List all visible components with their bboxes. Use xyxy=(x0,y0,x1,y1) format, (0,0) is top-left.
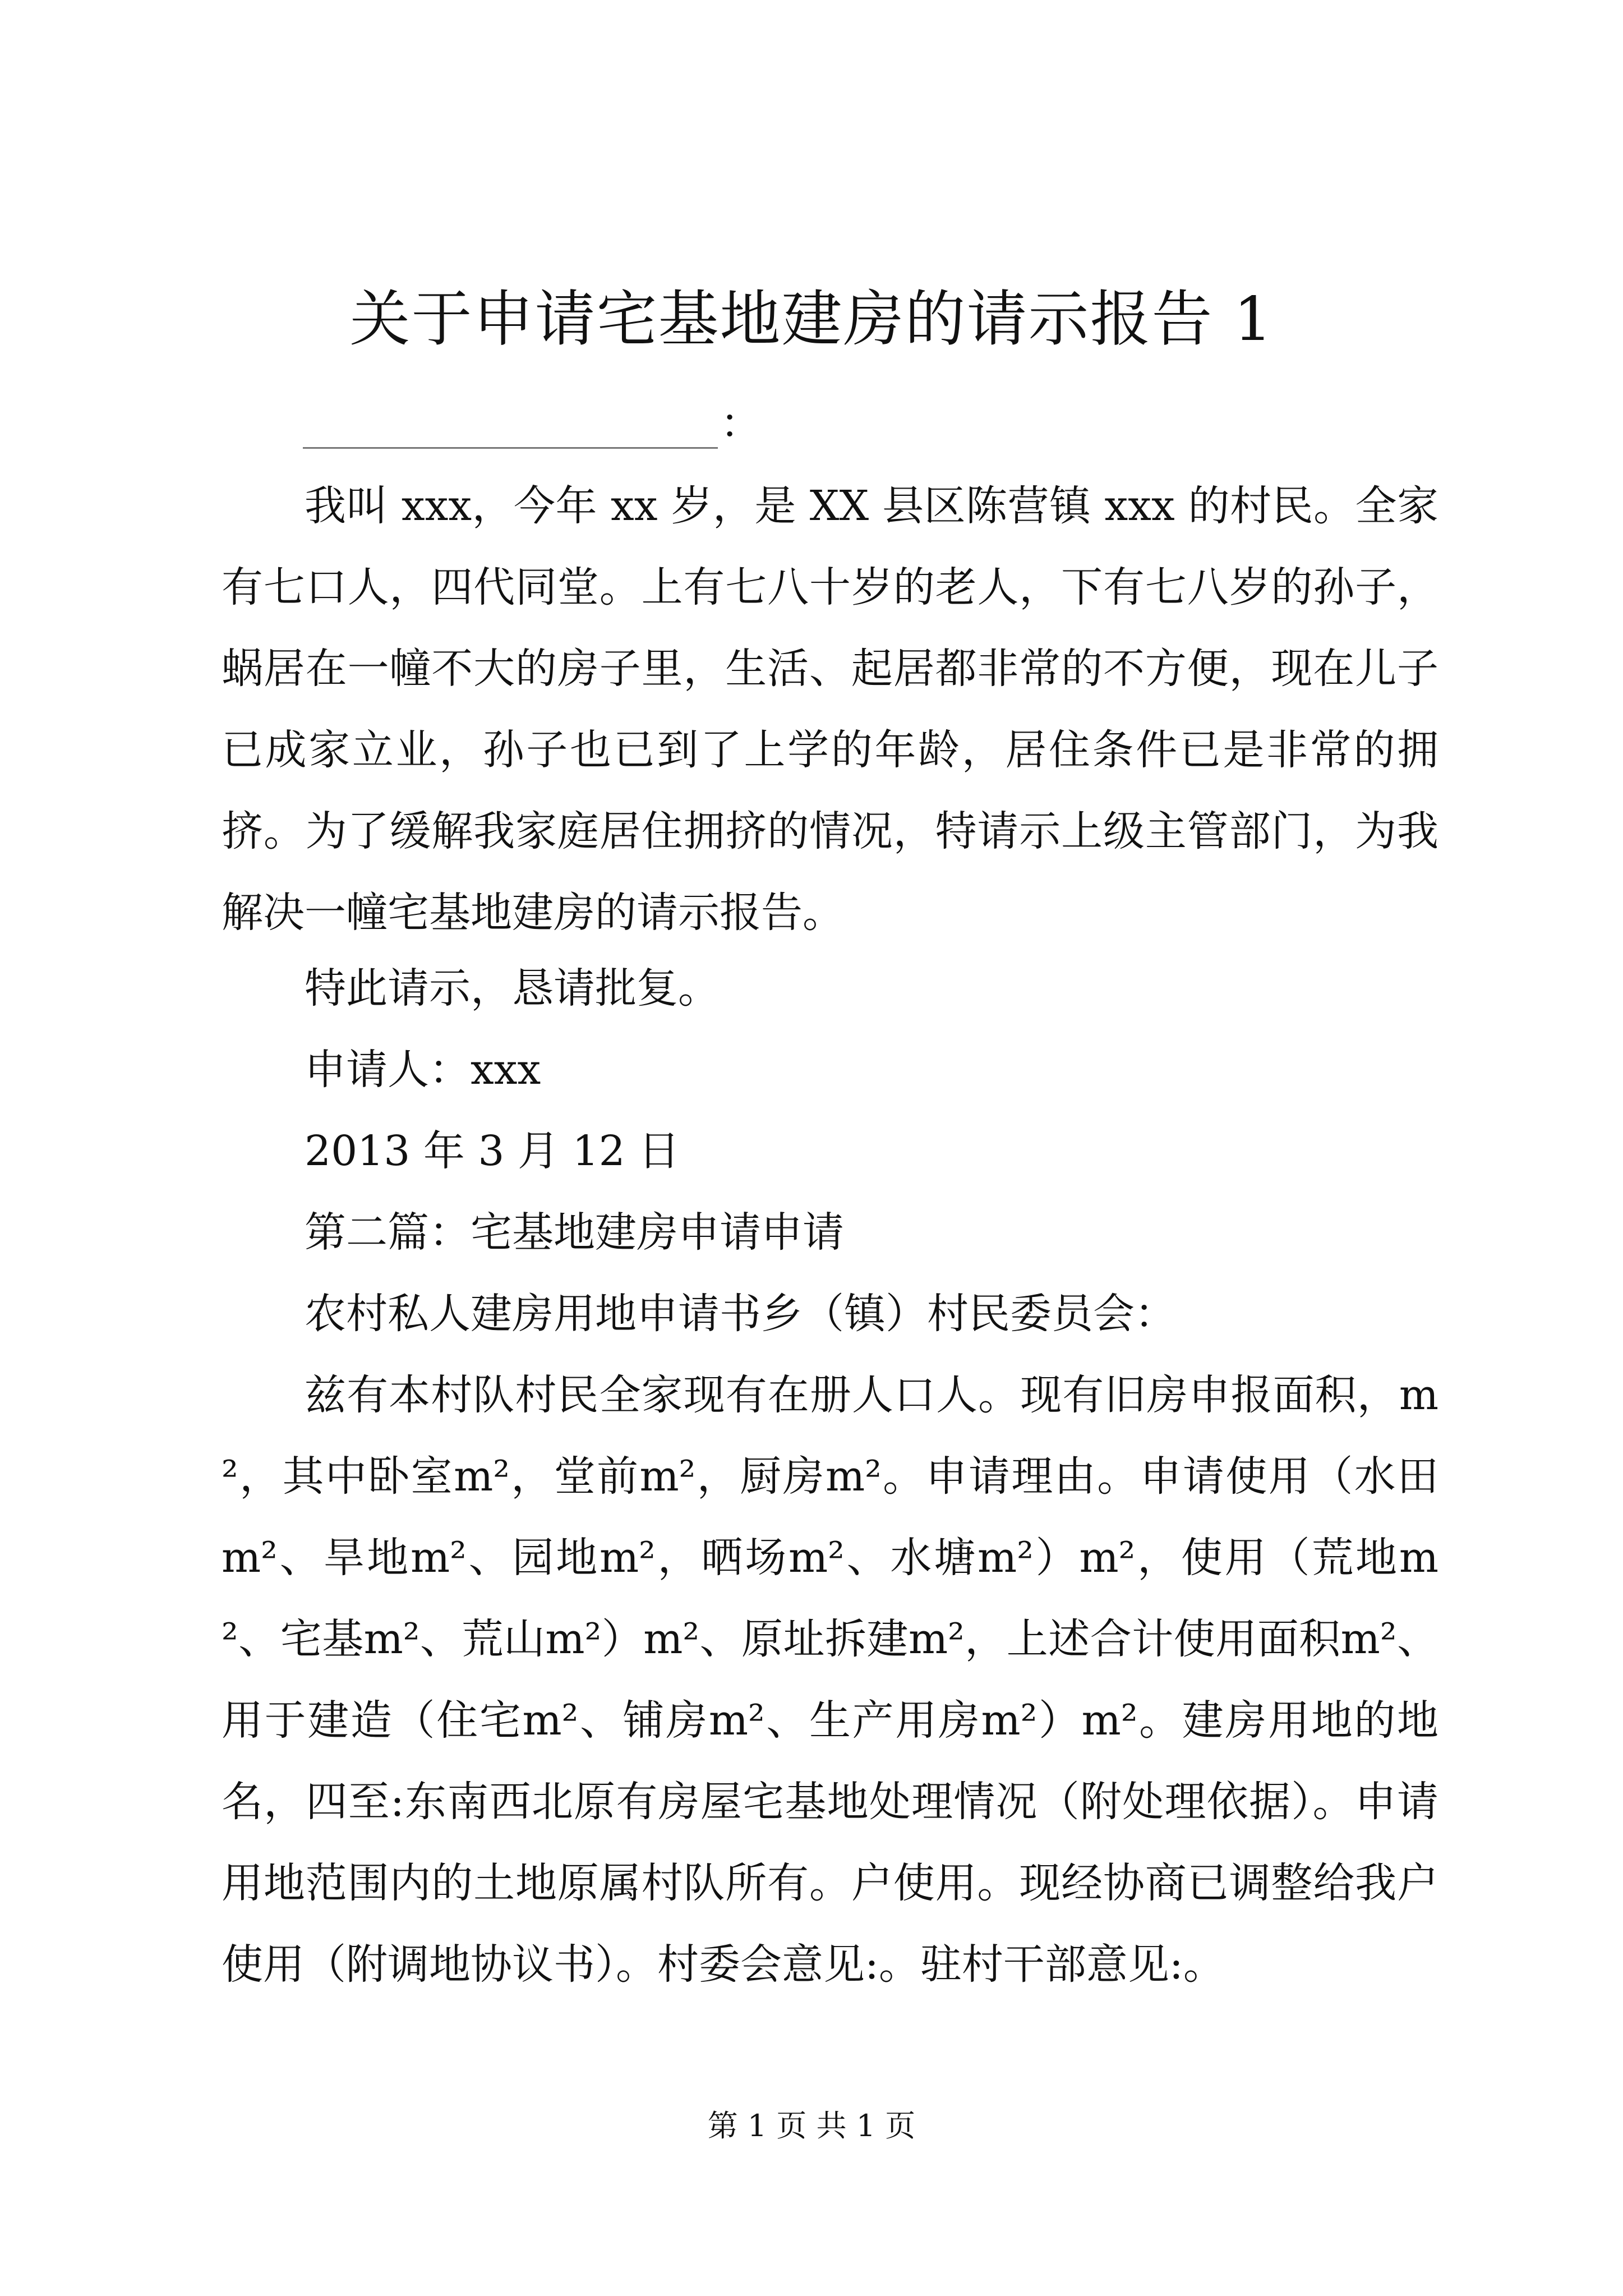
paragraph-text: 兹有本村队村民全家现有在册人口人。现有旧房申报面积，m²，其中卧室m²，堂前m²，厨房m²。申请理由。申请使用（水田m²、旱地m²、园地m²，晒场m²、水塘m²）m²，使用（荒地m²、宅基m²、荒山m²）m²、原址拆建m²，上述合计使用面积m²、用于建造（住宅m²、铺房m²、生产用房m²）m²。建房用地的地名，四至:东南西北原有房屋宅基地处理情况（附处理依据）。申请用地范围内的土地原属村队所有。户使用。现经协商已调整给我户使用（附调地协议书）。村委会意见:。驻村干部意见:。 xyxy=(222,1371,1438,1989)
paragraph-text: 我叫 xxx，今年 xx 岁，是 XX 县区陈营镇 xxx 的村民。全家有七口人，四代同堂。上有七八十岁的老人，下有七八岁的孙子，蜗居在一幢不大的房子里，生活、起居都非常的不方便，现在儿子已成家立业，孙子也已到了上学的年龄，居住条件已是非常的拥挤。为了缓解我家庭居住拥挤的情况，特请示上级主管部门，为我解决一幢宅基地建房的请示报告。 xyxy=(222,482,1438,937)
section-2-heading: 农村私人建房用地申请书乡（镇）村民委员会： xyxy=(305,1290,1176,1338)
applicant-line: 申请人：xxx xyxy=(305,1046,541,1094)
section-2-title: 第二篇：宅基地建房申请申请 xyxy=(305,1208,844,1257)
page-footer: 第 1 页 共 1 页 xyxy=(707,2108,916,2143)
document-title: 关于申请宅基地建房的请示报告 1 xyxy=(349,284,1274,355)
date-line: 2013 年 3 月 12 日 xyxy=(305,1127,680,1175)
closing-block xyxy=(305,948,1176,1355)
body-paragraph-1 xyxy=(222,466,1438,954)
salutation-line xyxy=(303,398,762,449)
body-paragraph-2 xyxy=(222,1355,1438,2005)
closing-text: 特此请示，恳请批复。 xyxy=(305,964,720,1013)
salutation-colon: ： xyxy=(720,399,762,448)
recipient-blank xyxy=(303,408,718,449)
